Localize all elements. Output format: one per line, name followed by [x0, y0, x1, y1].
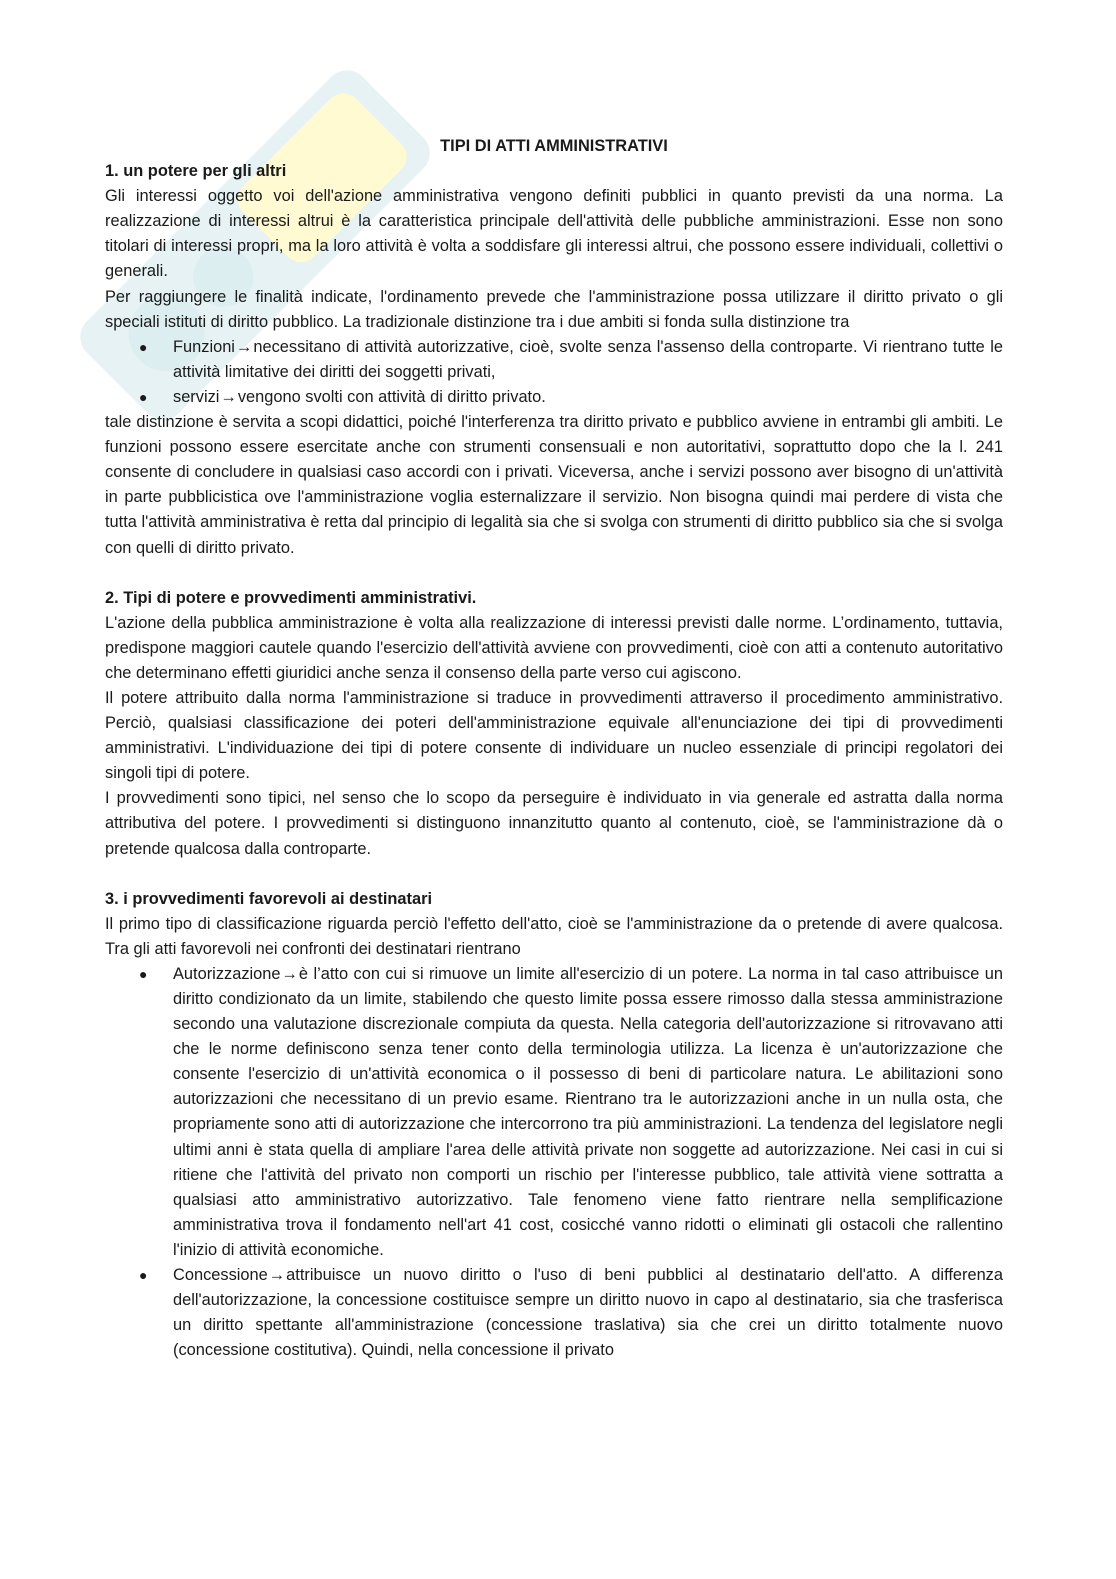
right-arrow-icon: → — [268, 1266, 286, 1285]
right-arrow-icon: → — [220, 387, 237, 406]
bullet-dot-icon: ● — [139, 965, 148, 982]
section-3-bullet-list — [105, 962, 1003, 1364]
bullet-term: servizi — [173, 387, 220, 406]
section-2-paragraph-3: I provvedimenti sono tipici, nel senso che lo scopo da perseguire è individuato in via generale ed astratta dalla norma attributiva del potere. I provvedimenti si distinguono innanzitutto quanto al contenuto, cioè, se l'amministrazione dà o pretende qualcosa dalla controparte. — [105, 789, 1003, 858]
spacer — [105, 862, 1003, 887]
bullet-dot-icon: ● — [139, 388, 148, 405]
section-1-paragraph-1: Gli interessi oggetto voi dell'azione amministrativa vengono definiti pubblici in quanto previsti da una norma. La realizzazione di interessi altrui è la caratteristica principale dell'attività delle pubbliche amministrazioni. Esse non sono titolari di interessi propri, ma la loro attività è volta a soddisfare gli interessi altrui, che possono essere individuali, collettivi o generali. — [105, 187, 1003, 281]
document-content — [105, 134, 1003, 1363]
list-item-concessione — [105, 1263, 1003, 1363]
list-item-funzioni — [105, 335, 1003, 385]
section-3-heading: 3. i provvedimenti favorevoli ai destinatari — [105, 889, 433, 908]
list-item-autorizzazione — [105, 962, 1003, 1263]
bullet-text: vengono svolti con attività di diritto privato. — [237, 387, 546, 406]
section-1-heading: 1. un potere per gli altri — [105, 162, 287, 181]
bullet-text: necessitano di attività autorizzative, cioè, svolte senza l'assenso della controparte. Vi rientrano tutte le attività limitative dei diritti dei soggetti privati, — [173, 337, 1003, 381]
section-2-paragraph-2: Il potere attribuito dalla norma l'amministrazione si traduce in provvedimenti attraverso il procedimento amministrativo. Perciò, qualsiasi classificazione dei poteri dell'amministrazione equivale all'enunciazione dei tipi di provvedimenti amministrativi. L'individuazione dei tipi di potere consente di individuare un nucleo essenziale di principi regolatori dei singoli tipi di potere. — [105, 688, 1003, 783]
section-1-bullet-list — [105, 335, 1003, 410]
spacer — [105, 561, 1003, 586]
bullet-term: Funzioni — [173, 337, 235, 356]
document-title: TIPI DI ATTI AMMINISTRATIVI — [440, 137, 668, 155]
section-2-heading: 2. Tipi di potere e provvedimenti amministrativi. — [105, 588, 477, 607]
section-1-paragraph-2: Per raggiungere le finalità indicate, l'ordinamento prevede che l'amministrazione possa utilizzare il diritto privato o gli speciali istituti di diritto pubblico. La tradizionale distinzione tra i due ambiti si fonda sulla distinzione tra — [105, 287, 1003, 331]
section-1-paragraph-3: tale distinzione è servita a scopi didattici, poiché l'interferenza tra diritto privato e pubblico avviene in entrambi gli ambiti. Le funzioni possono essere esercitate anche con strumenti consensuali e non autoritativi, soprattutto dopo che la l. 241 consente di concludere in qualsiasi caso accordi con i privati. Viceversa, anche i servizi possono aver bisogno di un'attività in parte pubblicistica ove l'amministrazione voglia esternalizzare il servizio. Non bisogna quindi mai perdere di vista che tutta l'attività amministrativa è retta dal principio di legalità sia che si svolga con strumenti di diritto pubblico sia che si svolga con quelli di diritto privato. — [105, 413, 1003, 557]
right-arrow-icon: → — [281, 964, 298, 983]
section-2-paragraph-1: L'azione della pubblica amministrazione è volta alla realizzazione di interessi previsti dalle norme. L’ordinamento, tuttavia, predispone maggiori cautele quando l'esercizio dell'attività avviene con provvedimenti, cioè con atti a contenuto autoritativo che determinano effetti giuridici anche senza il consenso della parte verso cui agiscono. — [105, 613, 1003, 682]
bullet-text: è l’atto con cui si rimuove un limite all'esercizio di un potere. La norma in tal caso attribuisce un diritto condizionato da un limite, stabilendo che questo limite possa essere rimosso dalla stessa amministrazione secondo una valutazione discrezionale compiuta da questa. Nella categoria dell'autorizzazione si ritrovavano atti che le norme definiscono senza tener conto della terminologia utilizza. La licenza è un'autorizzazione che consente l'esercizio di un'attività economica o il possesso di beni di particolare natura. Le abilitazioni sono autorizzazioni che necessitano di un previo esame. Rientrano tra le autorizzazioni anche in un nulla osta, che propriamente sono atti di autorizzazione che intercorrono tra più amministrazioni. La tendenza del legislatore negli ultimi anni è stata quella di ampliare l'area delle attività private non soggette ad autorizzazione. Nei casi in cui si ritiene che l'attività del privato non comporti un rischio per l'interesse pubblico, tale attività viene sottratta a qualsiasi atto amministrativo autorizzativo. Tale fenomeno viene fatto rientrare nella semplificazione amministrativa trova il fondamento nell'art 41 cost, cosicché vanno ridotti o eliminati gli ostacoli che rallentino l'inizio di attività economiche. — [173, 964, 1003, 1259]
bullet-text: attribuisce un nuovo diritto o l'uso di beni pubblici al destinatario dell'atto. A differenza dell'autorizzazione, la concessione costituisce sempre un diritto nuovo in capo al destinatario, sia che trasferisca un diritto spettante all'amministrazione (concessione traslativa) sia che crei un diritto totalmente nuovo (concessione costitutiva). Quindi, nella concessione il privato — [173, 1266, 1003, 1360]
right-arrow-icon: → — [235, 337, 253, 356]
bullet-term: Autorizzazione — [173, 964, 281, 983]
section-3-paragraph-1: Il primo tipo di classificazione riguarda perciò l'effetto dell'atto, cioè se l'amministrazione da o pretende di avere qualcosa. Tra gli atti favorevoli nei confronti dei destinatari rientrano — [105, 914, 1003, 958]
bullet-dot-icon: ● — [139, 338, 148, 355]
bullet-dot-icon: ● — [139, 1267, 148, 1284]
list-item-servizi — [105, 385, 1003, 410]
bullet-term: Concessione — [173, 1266, 268, 1285]
